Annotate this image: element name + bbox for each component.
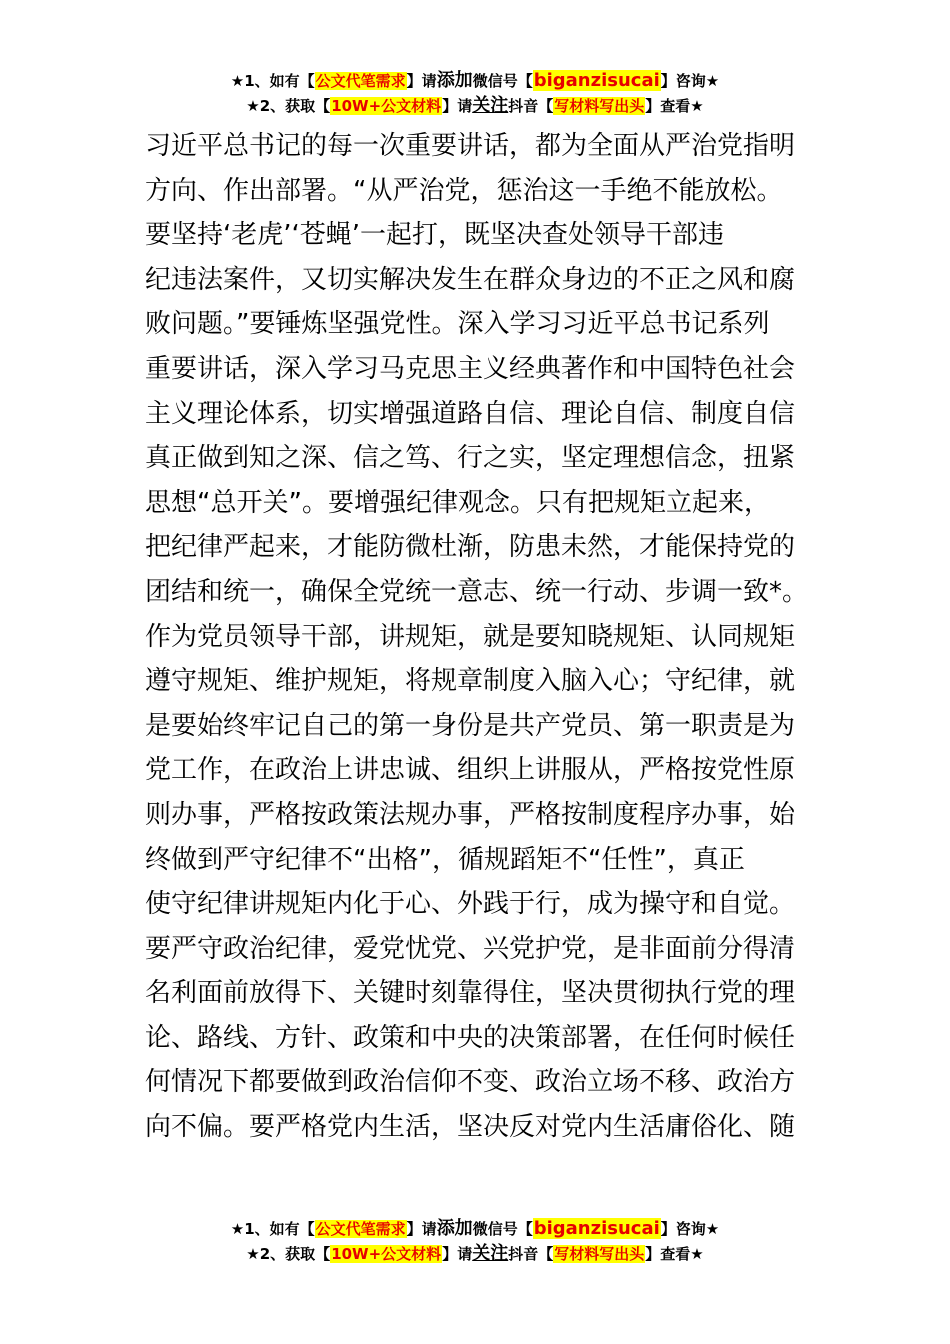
highlight-wechat-id: biganzisucai [533, 70, 660, 91]
document-body [145, 124, 810, 1150]
highlight-service: 公文代笔需求 [315, 72, 406, 90]
header-banner [0, 68, 950, 118]
body-line: 作为党员领导干部，讲规矩，就是要知晓规矩、认同规矩 [145, 621, 796, 652]
banner-text: 】请 [406, 72, 437, 90]
banner-emphasis: 关注 [472, 1243, 509, 1264]
body-line: 团结和统一，确保全党统一意志、统一行动、步调一致*。 [145, 576, 809, 607]
banner-text: ★2、获取【 [246, 1245, 331, 1263]
banner-text: ★1、如有【 [230, 1220, 315, 1238]
banner-line-2 [0, 93, 950, 118]
body-line: 则办事，严格按政策法规办事，严格按制度程序办事，始 [145, 799, 796, 830]
banner-text: 】咨询★ [660, 1220, 720, 1238]
banner-text: ★1、如有【 [230, 72, 315, 90]
banner-text: 】查看★ [645, 97, 704, 115]
banner-text: 】请 [442, 97, 473, 115]
banner-text: 】查看★ [645, 1245, 704, 1263]
body-line: 论、路线、方针、政策和中央的决策部署，在任何时候任 [145, 1022, 796, 1053]
highlight-materials: 10W+公文材料 [331, 1245, 442, 1263]
body-line: 方向、作出部署。“从严治党，惩治这一手绝不能放松。 [145, 175, 783, 206]
banner-emphasis: 添加 [436, 70, 473, 91]
body-line: 真正做到知之深、信之笃、行之实，坚定理想信念，扭紧 [145, 443, 796, 474]
body-line: 是要始终牢记自己的第一身份是共产党员、第一职责是为 [145, 710, 796, 741]
banner-line-1 [0, 1216, 950, 1241]
banner-text: 微信号【 [472, 72, 533, 90]
body-line: 遵守规矩、维护规矩，将规章制度入脑入心；守纪律，就 [145, 666, 796, 697]
banner-line-2 [0, 1241, 950, 1266]
highlight-service: 公文代笔需求 [315, 1220, 406, 1238]
highlight-douyin: 写材料写出头 [554, 97, 645, 115]
body-line: 把纪律严起来，才能防微杜渐，防患未然，才能保持党的 [145, 532, 796, 563]
highlight-materials: 10W+公文材料 [331, 97, 442, 115]
body-line: 重要讲话，深入学习马克思主义经典著作和中国特色社会 [145, 353, 796, 384]
banner-text: 抖音【 [508, 97, 554, 115]
body-line: 要坚持‘老虎’‘苍蝇’一起打，既坚决查处领导干部违 [145, 220, 725, 251]
body-line: 党工作，在政治上讲忠诚、组织上讲服从，严格按党性原 [145, 755, 796, 786]
banner-text: 微信号【 [472, 1220, 533, 1238]
banner-text: 】咨询★ [660, 72, 720, 90]
banner-text: 抖音【 [508, 1245, 554, 1263]
banner-emphasis: 添加 [436, 1218, 473, 1239]
body-line: 纪违法案件，又切实解决发生在群众身边的不正之风和腐 [145, 264, 796, 295]
highlight-douyin: 写材料写出头 [554, 1245, 645, 1263]
body-line: 习近平总书记的每一次重要讲话，都为全面从严治党指明 [145, 131, 796, 161]
body-line: 何情况下都要做到政治信仰不变、政治立场不移、政治方 [145, 1067, 796, 1098]
body-line: 败问题。”要锤炼坚强党性。深入学习习近平总书记系列 [145, 309, 770, 340]
highlight-wechat-id: biganzisucai [533, 1218, 660, 1239]
body-line: 名利面前放得下、关键时刻靠得住，坚决贯彻执行党的理 [145, 978, 796, 1009]
body-line: 主义理论体系，切实增强道路自信、理论自信、制度自信 [145, 398, 796, 429]
banner-text: 】请 [406, 1220, 437, 1238]
body-line: 终做到严守纪律不“出格”，循规蹈矩不“任性”，真正 [145, 844, 745, 875]
banner-line-1 [0, 68, 950, 93]
body-line: 要严守政治纪律，爱党忧党、兴党护党，是非面前分得清 [145, 933, 796, 964]
banner-text: 】请 [442, 1245, 473, 1263]
banner-text: ★2、获取【 [246, 97, 331, 115]
banner-emphasis: 关注 [472, 95, 509, 116]
body-line: 向不偏。要严格党内生活，坚决反对党内生活庸俗化、随 [145, 1112, 796, 1143]
body-line: 思想“总开关”。要增强纪律观念。只有把规矩立起来， [145, 487, 770, 518]
body-line: 使守纪律讲规矩内化于心、外践于行，成为操守和自觉。 [145, 889, 796, 920]
footer-banner [0, 1216, 950, 1266]
